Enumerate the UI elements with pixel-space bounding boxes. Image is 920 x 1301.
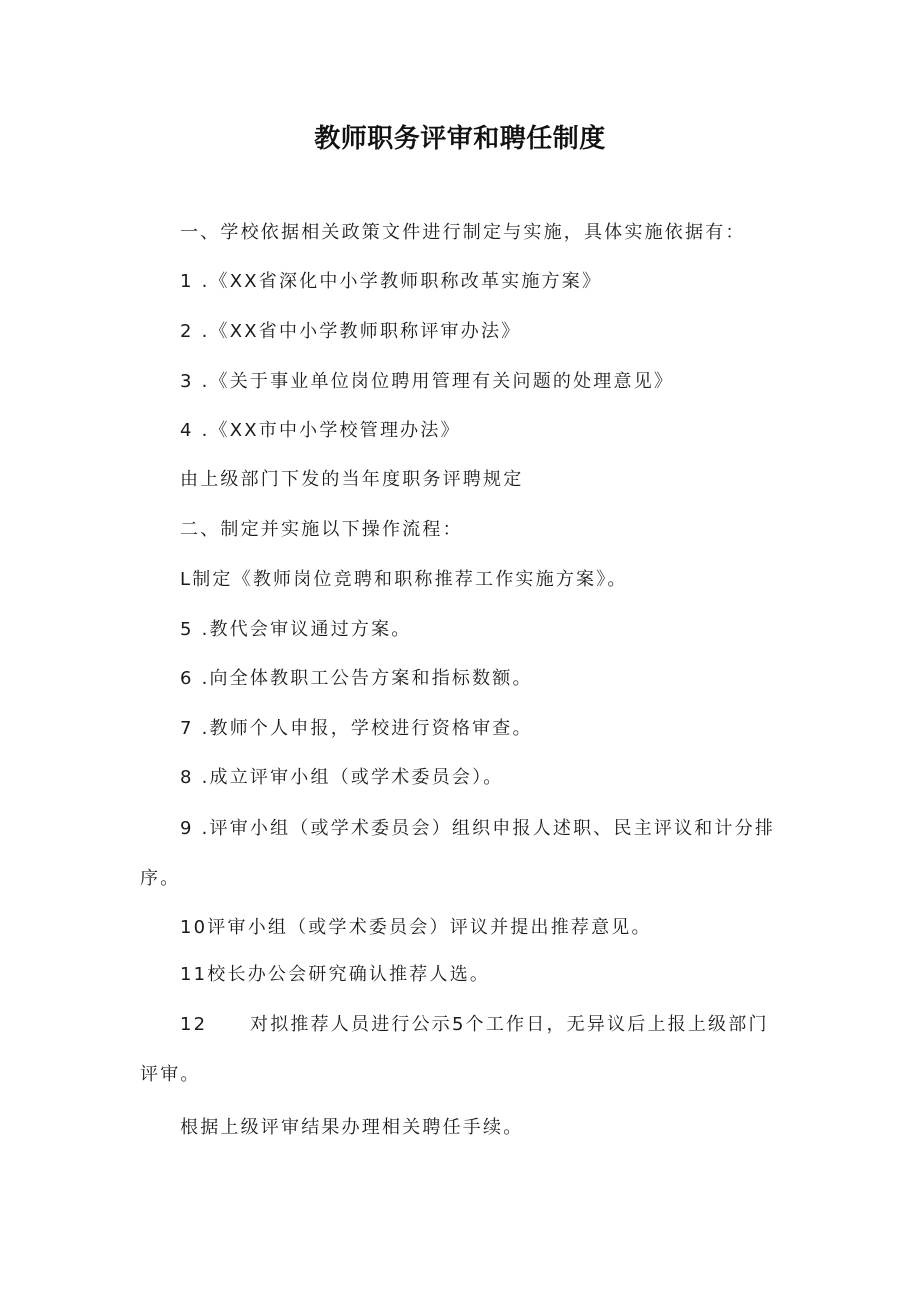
basis-extra: 由上级部门下发的当年度职务评聘规定: [180, 469, 524, 490]
step-item-11: 11校长办公会研究确认推荐人选。: [180, 964, 491, 985]
document-title: 教师职务评审和聘任制度: [314, 124, 606, 154]
basis-item-2: 2 .《XX省中小学教师职称评审办法》: [180, 321, 522, 342]
step-item-5: 5 .教代会审议通过方案。: [180, 619, 412, 640]
step-item-9-line2: 序。: [140, 868, 181, 889]
basis-item-4: 4 .《XX市中小学校管理办法》: [180, 420, 461, 441]
closing-paragraph: 根据上级评审结果办理相关聘任手续。: [180, 1117, 524, 1138]
step-item-6: 6 .向全体教职工公告方案和指标数额。: [180, 668, 533, 689]
step-item-l: L制定《教师岗位竞聘和职称推荐工作实施方案》。: [180, 569, 628, 590]
section2-heading: 二、制定并实施以下操作流程：: [180, 519, 463, 540]
step-item-12-line1: 对拟推荐人员进行公示5个工作日，无异议后上报上级部门: [250, 1014, 769, 1035]
step-item-8: 8 .成立评审小组（或学术委员会）。: [180, 767, 504, 788]
step-item-12-line2: 评审。: [140, 1064, 201, 1085]
section1-heading: 一、学校依据相关政策文件进行制定与实施，具体实施依据有：: [180, 222, 746, 243]
step-item-12-number: 12: [180, 1014, 208, 1035]
basis-item-1: 1 .《XX省深化中小学教师职称改革实施方案》: [180, 271, 603, 292]
step-item-9-line1: 9 .评审小组（或学术委员会）组织申报人述职、民主评议和计分排: [180, 818, 776, 839]
step-item-10: 10评审小组（或学术委员会）评议并提出推荐意见。: [180, 917, 652, 938]
basis-item-3: 3 .《关于事业单位岗位聘用管理有关问题的处理意见》: [180, 371, 675, 392]
step-item-7: 7 .教师个人申报，学校进行资格审查。: [180, 718, 533, 739]
